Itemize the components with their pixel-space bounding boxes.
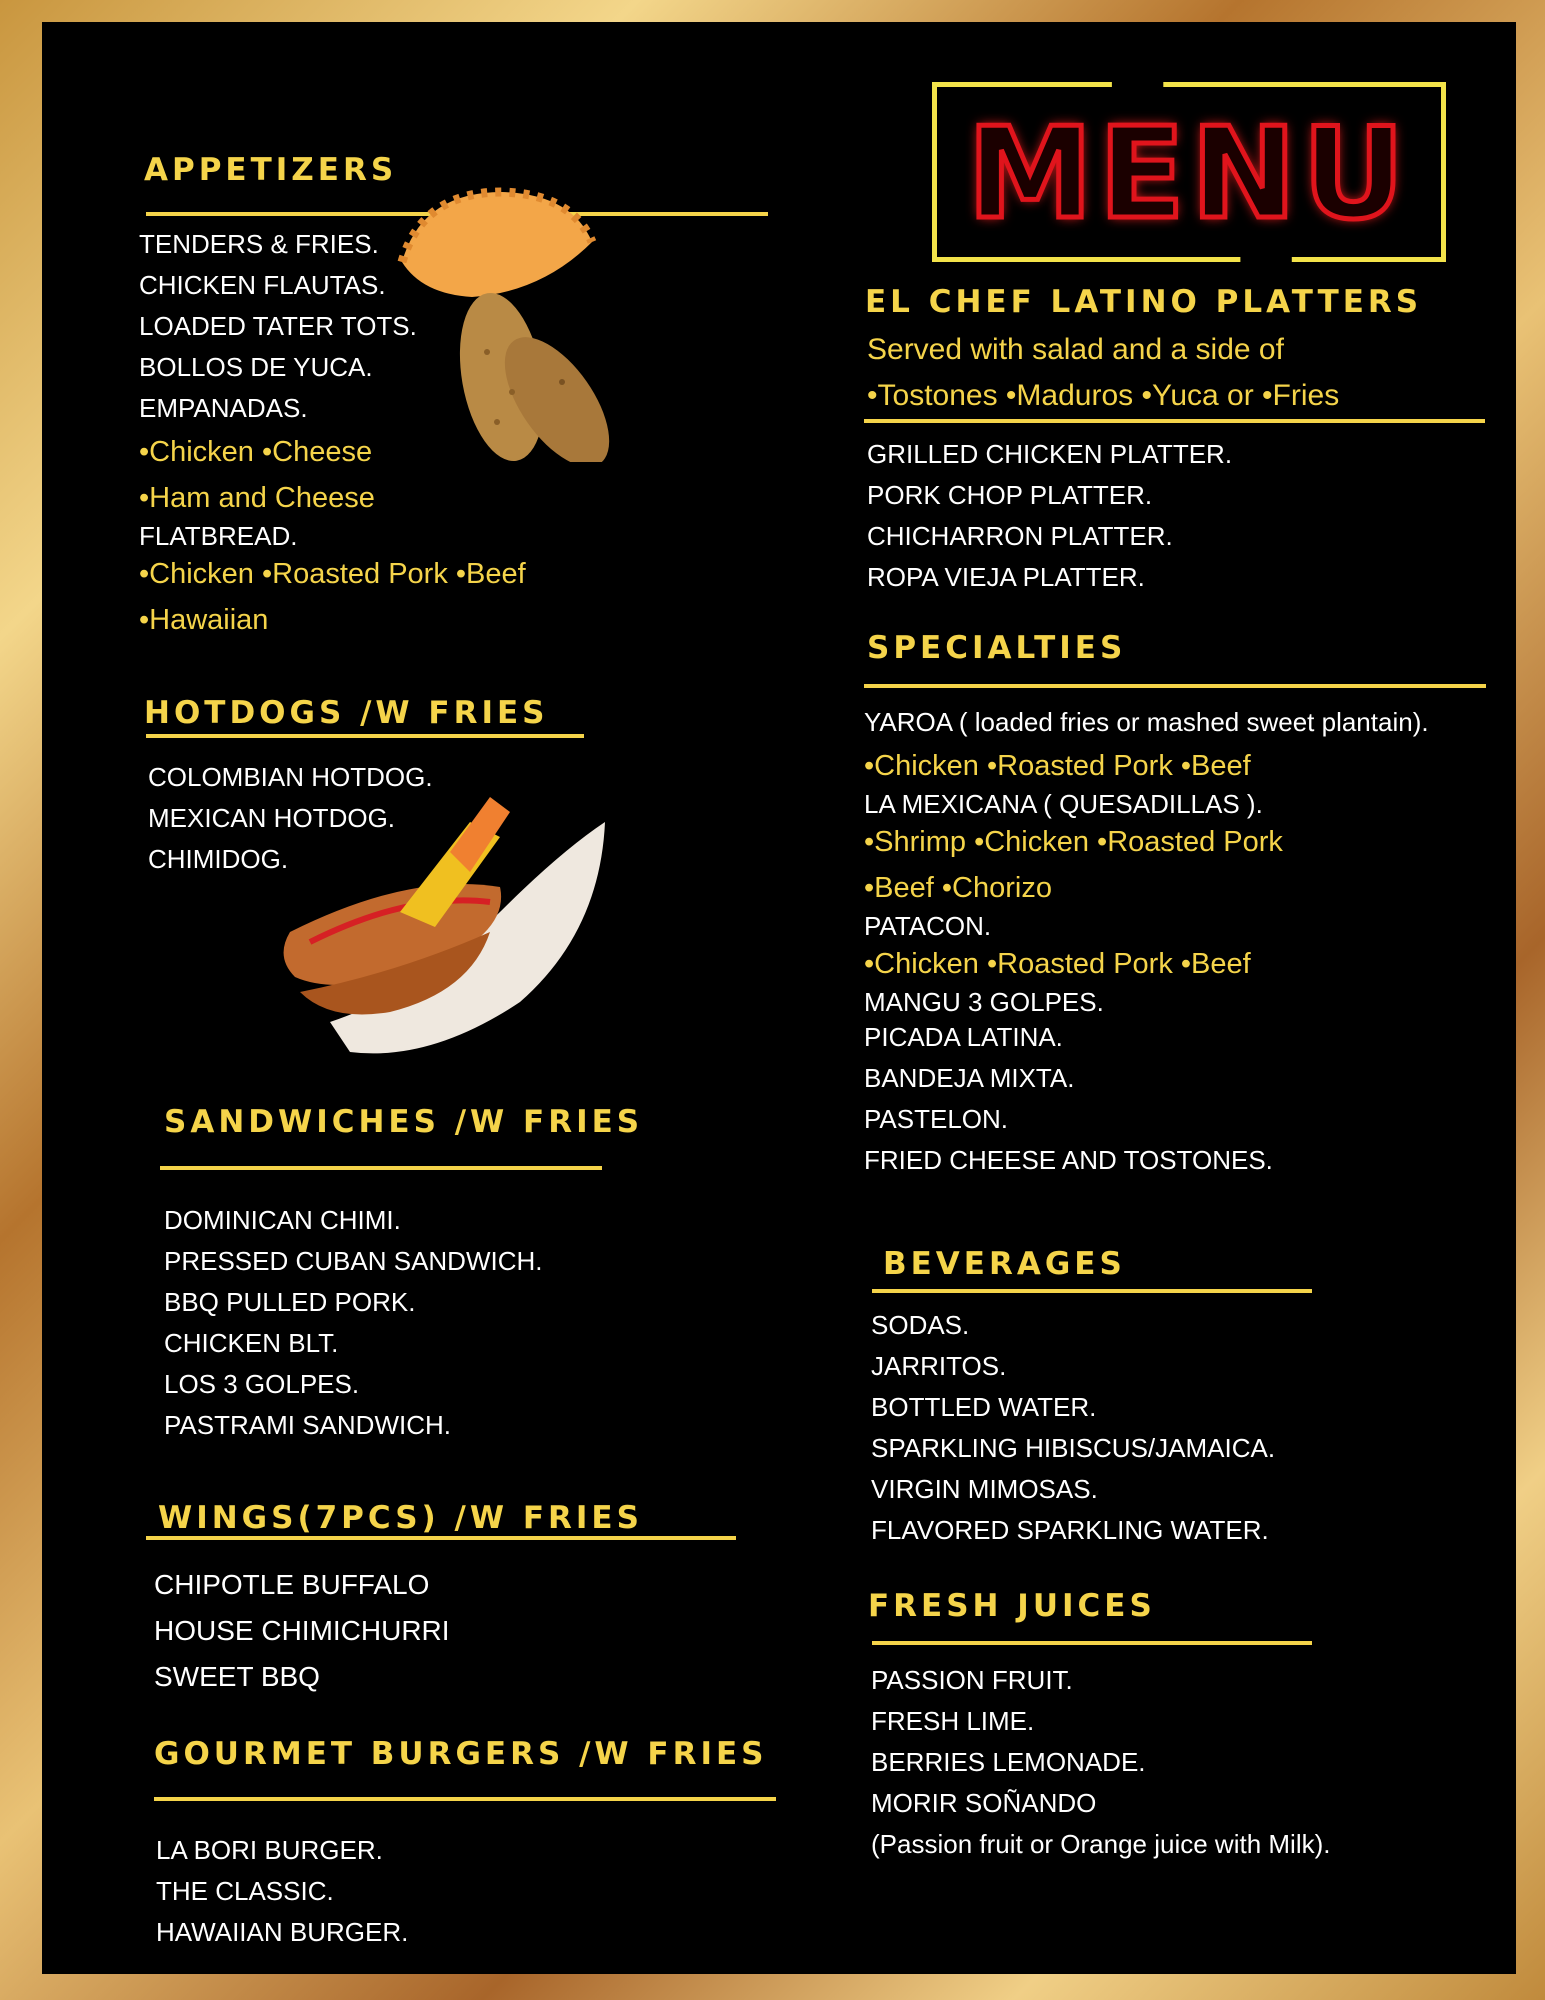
hotdogs-rule (146, 734, 584, 738)
sandwiches-item: CHICKEN BLT. (164, 1328, 339, 1358)
beverages-item: JARRITOS. (871, 1351, 1007, 1381)
beverages-list (871, 1305, 1275, 1551)
appetizers-heading: APPETIZERS (144, 152, 398, 188)
juices-item: BERRIES LEMONADE. (871, 1747, 1146, 1777)
specialties-item: PICADA LATINA. (864, 1022, 1063, 1052)
beverages-item: SODAS. (871, 1310, 970, 1340)
sandwiches-list (164, 1200, 543, 1446)
appetizers-list (139, 224, 526, 643)
platters-item: PORK CHOP PLATTER. (867, 480, 1153, 510)
appetizers-item: •Chicken •Roasted Pork •Beef (139, 558, 526, 590)
wings-rule (146, 1536, 736, 1540)
specialties-item: PASTELON. (864, 1104, 1009, 1134)
menu-neon-logo (932, 82, 1446, 262)
hotdogs-item: MEXICAN HOTDOG. (148, 803, 396, 833)
beverages-heading: BEVERAGES (883, 1246, 1126, 1282)
specialties-item: FRIED CHEESE AND TOSTONES. (864, 1145, 1273, 1175)
appetizers-item: LOADED TATER TOTS. (139, 311, 417, 341)
burgers-item: HAWAIIAN BURGER. (156, 1917, 409, 1947)
menu-board (42, 22, 1516, 1974)
platters-heading: EL CHEF LATINO PLATTERS (865, 284, 1423, 320)
hotdogs-heading: HOTDOGS /W FRIES (144, 695, 549, 731)
burgers-item: LA BORI BURGER. (156, 1835, 383, 1865)
platters-item: CHICHARRON PLATTER. (867, 521, 1173, 551)
platters-item: GRILLED CHICKEN PLATTER. (867, 439, 1233, 469)
burgers-rule (154, 1797, 776, 1801)
specialties-item: •Chicken •Roasted Pork •Beef (864, 750, 1251, 782)
appetizers-item: •Chicken •Cheese (139, 436, 373, 468)
wings-item: HOUSE CHIMICHURRI (154, 1615, 450, 1646)
hotdog-icon (270, 792, 610, 1062)
burgers-list (156, 1830, 408, 1953)
specialties-item: MANGU 3 GOLPES. (864, 987, 1104, 1017)
juices-item: MORIR SOÑANDO (871, 1788, 1097, 1818)
specialties-item: PATACON. (864, 911, 992, 941)
wings-heading: WINGS(7PCS) /W FRIES (158, 1500, 643, 1536)
wings-item: CHIPOTLE BUFFALO (154, 1569, 430, 1600)
beverages-rule (872, 1289, 1312, 1293)
hotdogs-item: COLOMBIAN HOTDOG. (148, 762, 433, 792)
juices-item: (Passion fruit or Orange juice with Milk). (871, 1829, 1331, 1859)
wings-item: SWEET BBQ (154, 1661, 320, 1692)
appetizers-item: TENDERS & FRIES. (139, 229, 379, 259)
platters-item: ROPA VIEJA PLATTER. (867, 562, 1145, 592)
juices-item: PASSION FRUIT. (871, 1665, 1073, 1695)
sandwiches-heading: SANDWICHES /W FRIES (164, 1104, 644, 1140)
beverages-item: VIRGIN MIMOSAS. (871, 1474, 1098, 1504)
sandwiches-item: PRESSED CUBAN SANDWICH. (164, 1246, 543, 1276)
beverages-item: SPARKLING HIBISCUS/JAMAICA. (871, 1433, 1276, 1463)
platters-rule (864, 419, 1485, 423)
specialties-rule (864, 684, 1486, 688)
juices-item: FRESH LIME. (871, 1706, 1035, 1736)
platters-list (867, 434, 1232, 598)
appetizers-item: BOLLOS DE YUCA. (139, 352, 373, 382)
specialties-item: BANDEJA MIXTA. (864, 1063, 1075, 1093)
sandwiches-item: LOS 3 GOLPES. (164, 1369, 360, 1399)
specialties-item: YAROA ( loaded fries or mashed sweet plantain). (864, 707, 1429, 737)
hotdogs-item: CHIMIDOG. (148, 844, 289, 874)
burgers-heading: GOURMET BURGERS /W FRIES (154, 1736, 768, 1772)
beverages-item: FLAVORED SPARKLING WATER. (871, 1515, 1269, 1545)
specialties-list (864, 702, 1429, 1181)
appetizers-item: •Hawaiian (139, 604, 269, 636)
beverages-item: BOTTLED WATER. (871, 1392, 1097, 1422)
wings-list (154, 1562, 450, 1700)
appetizers-item: FLATBREAD. (139, 521, 298, 551)
menu-title: MENU (967, 100, 1411, 247)
appetizers-item: •Ham and Cheese (139, 482, 375, 514)
specialties-item: •Beef •Chorizo (864, 872, 1052, 904)
juices-list (871, 1660, 1330, 1865)
juices-heading: FRESH JUICES (868, 1588, 1156, 1624)
specialties-item: •Chicken •Roasted Pork •Beef (864, 948, 1251, 980)
specialties-item: LA MEXICANA ( QUESADILLAS ). (864, 789, 1263, 819)
platters-subtitle-1: Served with salad and a side of (867, 333, 1284, 366)
specialties-item: •Shrimp •Chicken •Roasted Pork (864, 826, 1283, 858)
juices-rule (872, 1641, 1312, 1645)
appetizers-item: CHICKEN FLAUTAS. (139, 270, 386, 300)
burgers-item: THE CLASSIC. (156, 1876, 334, 1906)
specialties-heading: SPECIALTIES (867, 630, 1127, 666)
sandwiches-item: BBQ PULLED PORK. (164, 1287, 416, 1317)
sandwiches-item: DOMINICAN CHIMI. (164, 1205, 401, 1235)
sandwiches-item: PASTRAMI SANDWICH. (164, 1410, 451, 1440)
sandwiches-rule (160, 1166, 602, 1170)
platters-subtitle-2: •Tostones •Maduros •Yuca or •Fries (867, 379, 1340, 412)
appetizers-item: EMPANADAS. (139, 393, 308, 423)
